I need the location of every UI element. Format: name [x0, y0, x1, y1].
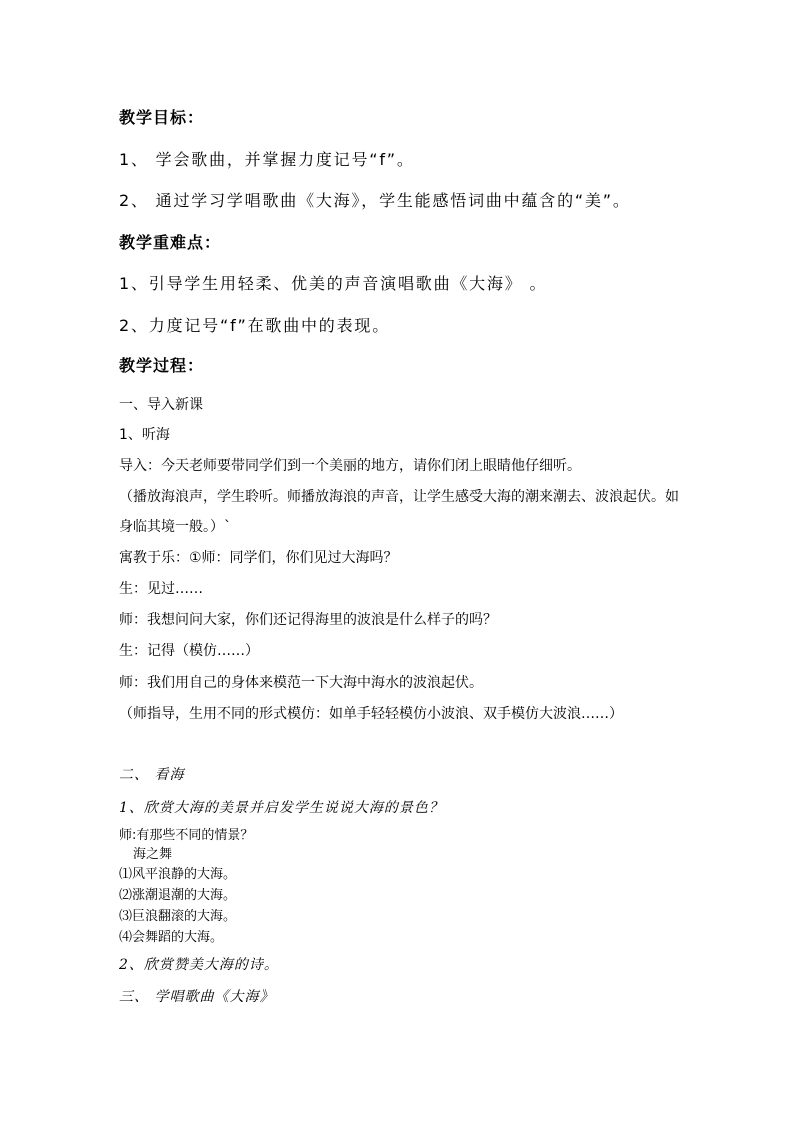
part1-title: 一、导入新课 — [119, 397, 203, 413]
part2-item-1: 1、欣赏大海的美景并启发学生说说大海的景色？ — [119, 800, 444, 816]
part1-subtitle: 1、听海 — [119, 427, 170, 443]
dialog-line: 生：记得（模仿……） — [119, 643, 259, 659]
part2-item-2: 2、欣赏赞美大海的诗。 — [119, 957, 279, 973]
key-points-item-1: 1、引导学生用轻柔、优美的声音演唱歌曲《大海》 。 — [119, 274, 548, 293]
dialog-line: （师指导，生用不同的形式模仿：如单手轻轻模仿小波浪、双手模仿大波浪……） — [119, 706, 623, 722]
scene-item: ⑵涨潮退潮的大海。 — [119, 888, 237, 903]
goals-item-2: 2、 通过学习学唱歌曲《大海》，学生能感悟词曲中蕴含的“美”。 — [119, 191, 631, 210]
play-note-line-2: 身临其境一般。）` — [119, 519, 231, 535]
goals-heading: 教学目标： — [119, 108, 205, 127]
part2-subtitle: 海之舞 — [133, 847, 173, 862]
play-note-line-1: （播放海浪声，学生聆听。师播放海浪的声音，让学生感受大海的潮来潮去、波浪起伏。如 — [119, 489, 679, 505]
dialog-line: 师：我们用自己的身体来模范一下大海中海水的波浪起伏。 — [119, 675, 483, 691]
dialog-line: 生：见过…… — [119, 581, 203, 597]
dialog-line: 寓教于乐：①师：同学们，你们见过大海吗？ — [119, 550, 398, 566]
part2-title: 二、 看海 — [119, 767, 185, 783]
scene-item: ⑶巨浪翻滚的大海。 — [119, 909, 237, 924]
dialog-line: 师：我想问问大家，你们还记得海里的波浪是什么样子的吗？ — [119, 612, 497, 628]
goals-item-1: 1、 学会歌曲，并掌握力度记号“f”。 — [119, 150, 415, 169]
intro-paragraph: 导入：今天老师要带同学们到一个美丽的地方，请你们闭上眼睛他仔细听。 — [119, 458, 581, 474]
scene-item: ⑷会舞蹈的大海。 — [119, 930, 224, 945]
scene-item: ⑴风平浪静的大海。 — [119, 867, 237, 882]
key-points-heading: 教学重难点： — [119, 233, 222, 252]
process-heading: 教学过程： — [119, 356, 205, 375]
part3-title: 三、 学唱歌曲《大海》 — [119, 989, 275, 1005]
key-points-item-2: 2、力度记号“f”在歌曲中的表现。 — [119, 316, 390, 335]
part2-question: 师:有那些不同的情景？ — [119, 828, 254, 843]
